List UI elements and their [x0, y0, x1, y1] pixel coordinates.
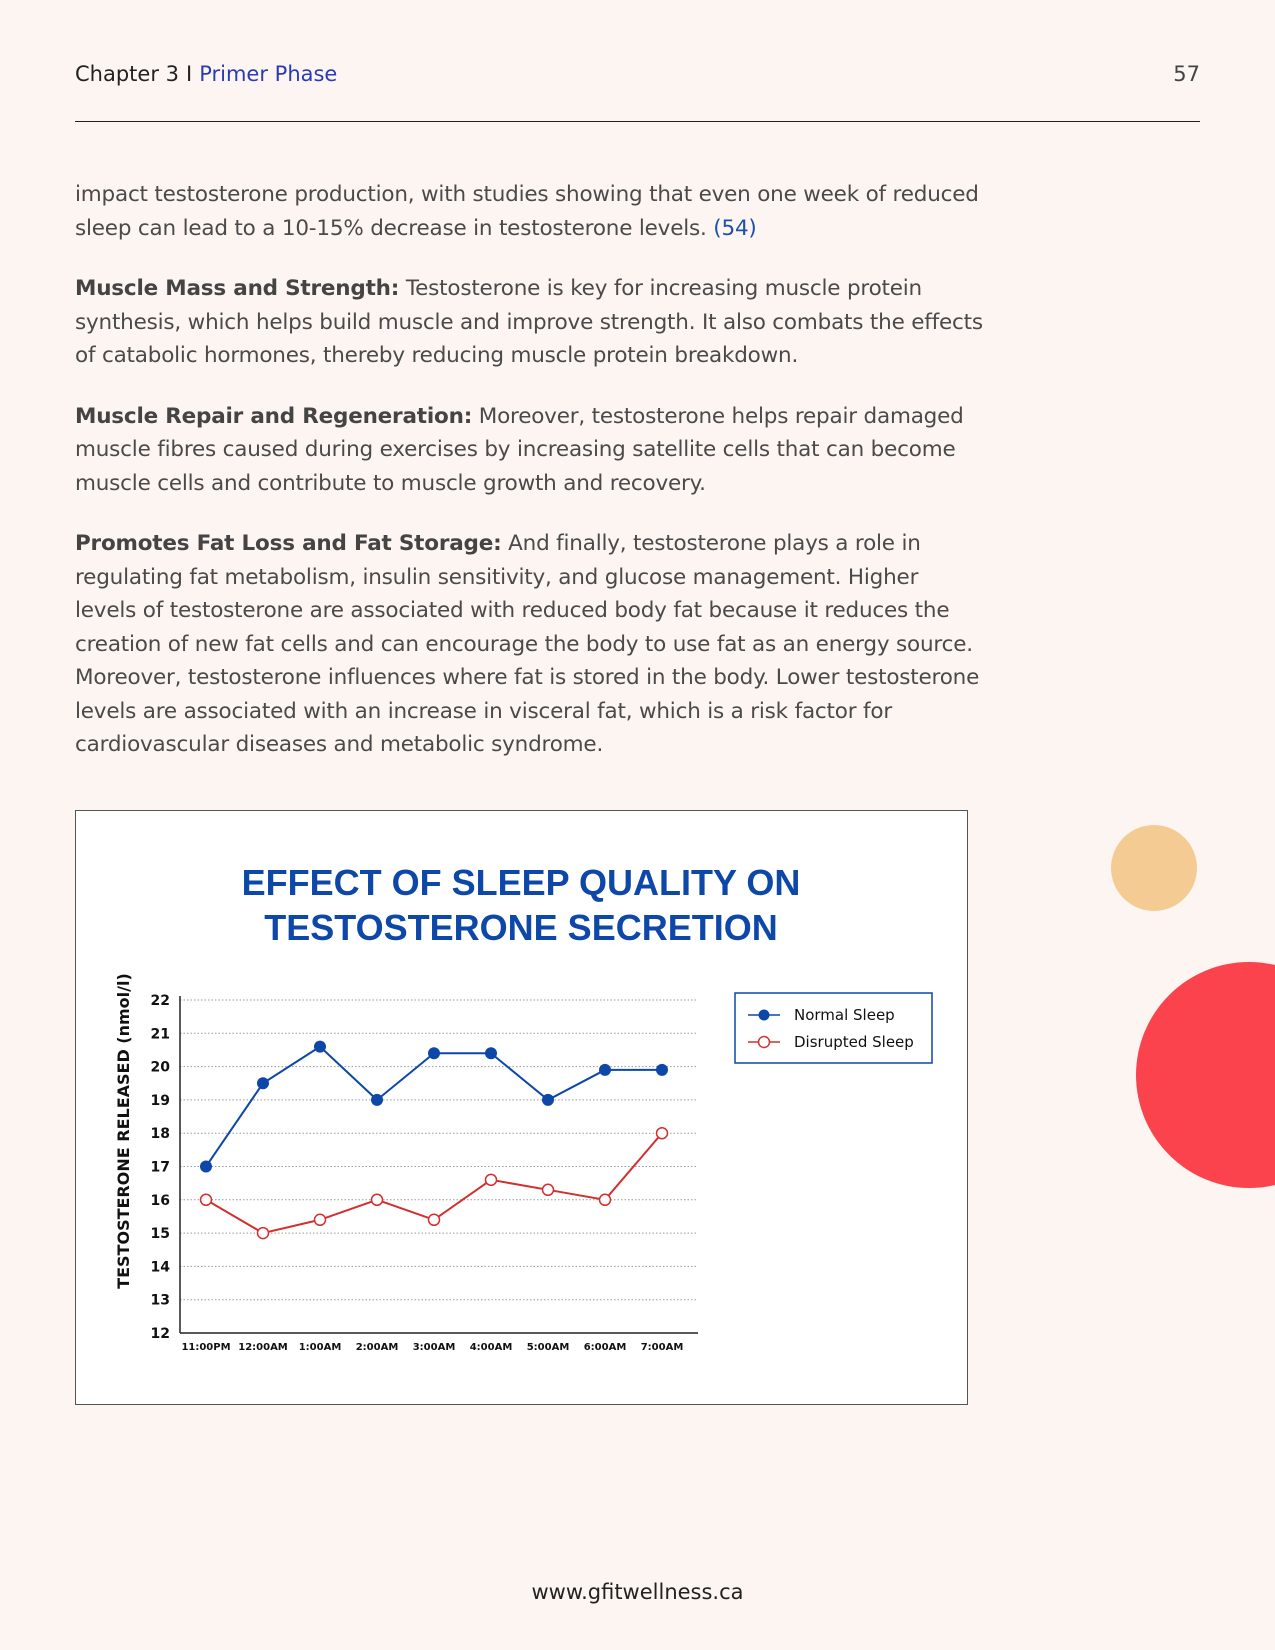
- sleep-testosterone-chart: [76, 811, 967, 1404]
- x-axis-ticks: [181, 1342, 683, 1353]
- legend-box: [735, 993, 932, 1063]
- data-point-disrupted-sleep: [315, 1214, 326, 1225]
- x-tick-label: 2:00AM: [355, 1342, 399, 1353]
- x-tick-label: 7:00AM: [640, 1342, 684, 1353]
- y-tick-label: 13: [150, 1292, 170, 1309]
- y-tick-label: 19: [150, 1092, 170, 1109]
- data-point-disrupted-sleep: [543, 1184, 554, 1195]
- chart-panel: [75, 810, 968, 1405]
- series-line-normal-sleep: [206, 1047, 662, 1167]
- data-point-disrupted-sleep: [657, 1128, 668, 1139]
- x-tick-label: 11:00PM: [181, 1342, 231, 1353]
- x-tick-label: 3:00AM: [412, 1342, 456, 1353]
- paragraph-2-text: Testosterone is key for increasing muscle protein synthesis, which helps build muscle and improve strength. It also combats the effects of catabolic hormones, thereby reducing muscle protein breakdown.: [75, 276, 983, 368]
- data-point-normal-sleep: [599, 1064, 611, 1076]
- chart-title-line-2: TESTOSTERONE SECRETION: [264, 907, 778, 948]
- y-axis-title: TESTOSTERONE RELEASED (nmol/l): [114, 973, 133, 1289]
- y-tick-label: 18: [150, 1126, 170, 1143]
- paragraph-2: [75, 272, 985, 373]
- data-point-normal-sleep: [485, 1047, 497, 1059]
- y-tick-label: 22: [150, 993, 170, 1009]
- legend-disrupted-label: Disrupted Sleep: [794, 1033, 914, 1051]
- x-tick-label: 1:00AM: [298, 1342, 342, 1353]
- y-tick-label: 15: [150, 1226, 170, 1243]
- chart-title-line-1: EFFECT OF SLEEP QUALITY ON: [241, 862, 801, 903]
- phase-label: Primer Phase: [199, 62, 338, 86]
- footer-url[interactable]: www.gfitwellness.ca: [531, 1580, 744, 1604]
- legend-normal-marker: [759, 1010, 770, 1021]
- x-tick-label: 6:00AM: [583, 1342, 627, 1353]
- x-tick-label: 12:00AM: [238, 1342, 288, 1353]
- paragraph-3-text: Moreover, testosterone helps repair damaged muscle fibres caused during exercises by increasing satellite cells that can become muscle cells and contribute to muscle growth and recovery.: [75, 403, 964, 496]
- header-rule: [75, 121, 1200, 122]
- paragraph-1-text: impact testosterone production, with studies showing that even one week of reduced sleep can lead to a 10-15% decrease in testosterone levels.: [75, 182, 979, 241]
- y-axis-ticks: [151, 993, 171, 1342]
- y-tick-label: 16: [150, 1192, 170, 1209]
- data-point-disrupted-sleep: [486, 1174, 497, 1185]
- x-tick-label: 4:00AM: [469, 1342, 513, 1353]
- paragraph-4-heading: Promotes Fat Loss and Fat Storage:: [75, 531, 502, 556]
- data-point-normal-sleep: [200, 1161, 212, 1173]
- page-header: [75, 62, 1200, 86]
- data-point-disrupted-sleep: [429, 1214, 440, 1225]
- citation-link[interactable]: (54): [713, 215, 757, 241]
- x-tick-label: 5:00AM: [526, 1342, 570, 1353]
- y-tick-label: 14: [150, 1259, 170, 1276]
- paragraph-4: [75, 527, 985, 762]
- data-point-normal-sleep: [314, 1041, 326, 1053]
- y-tick-label: 20: [150, 1059, 170, 1076]
- decorative-peach-circle: [1111, 825, 1197, 911]
- data-point-disrupted-sleep: [372, 1194, 383, 1205]
- data-point-normal-sleep: [428, 1047, 440, 1059]
- y-tick-label: 21: [150, 1026, 170, 1043]
- data-point-disrupted-sleep: [258, 1228, 269, 1239]
- legend: [735, 993, 932, 1063]
- paragraph-2-heading: Muscle Mass and Strength:: [75, 276, 400, 301]
- paragraph-4-text: And finally, testosterone plays a role in regulating fat metabolism, insulin sensitivity, and glucose management. Higher levels of testosterone are associated with reduced body fat because it reduces the creation of new fat cells and can encourage the body to use fat as an energy source. Moreover, testosterone influences where fat is stored in the body. Lower testosterone levels are associated with an increase in visceral fat, which is a risk factor for cardiovascular diseases and metabolic syndrome.: [75, 531, 980, 757]
- data-point-normal-sleep: [371, 1094, 383, 1106]
- paragraph-3-heading: Muscle Repair and Regeneration:: [75, 403, 473, 429]
- header-separator: I: [186, 62, 193, 86]
- data-point-disrupted-sleep: [201, 1194, 212, 1205]
- y-tick-label: 12: [150, 1326, 170, 1342]
- data-point-disrupted-sleep: [600, 1194, 611, 1205]
- paragraph-1: [75, 178, 985, 245]
- data-point-normal-sleep: [542, 1094, 554, 1106]
- grid-lines: [180, 1000, 698, 1300]
- legend-normal-label: Normal Sleep: [794, 1006, 895, 1024]
- body-text: [75, 178, 985, 789]
- chapter-label: Chapter 3: [75, 62, 179, 86]
- legend-disrupted-marker: [759, 1037, 770, 1048]
- data-point-normal-sleep: [257, 1077, 269, 1089]
- series-layer: [200, 1041, 668, 1239]
- decorative-red-circle: [1136, 962, 1275, 1188]
- y-tick-label: 17: [150, 1159, 170, 1176]
- paragraph-3: [75, 400, 985, 501]
- data-point-normal-sleep: [656, 1064, 668, 1076]
- page-number: 57: [1173, 62, 1200, 86]
